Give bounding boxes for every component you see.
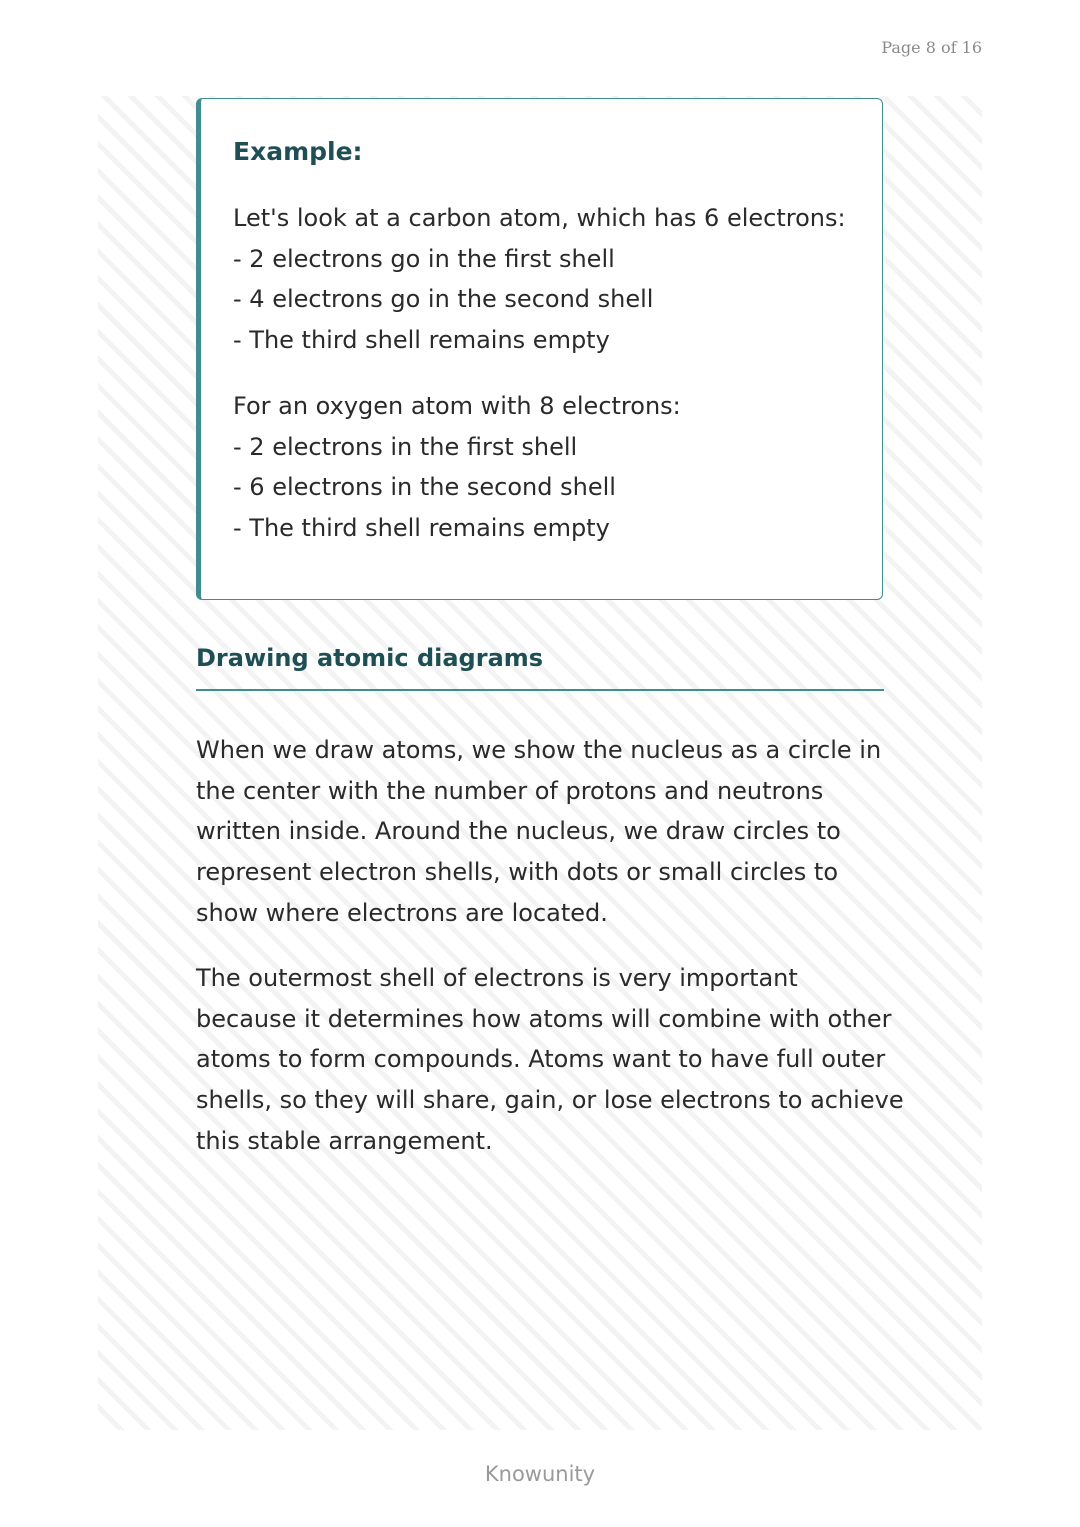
body-line: this stable arrangement. bbox=[196, 1126, 493, 1155]
body-line: the center with the number of protons and neutrons bbox=[196, 776, 824, 805]
body-paragraph-outermost-shell bbox=[196, 958, 904, 1162]
example-line: Let's look at a carbon atom, which has 6 electrons: bbox=[233, 204, 846, 232]
body-line: The outermost shell of electrons is very important bbox=[196, 964, 798, 992]
body-paragraph-drawing bbox=[196, 730, 896, 934]
example-box bbox=[196, 98, 883, 600]
example-paragraph-carbon bbox=[233, 198, 862, 361]
body-line: represent electron shells, with dots or small circles to bbox=[196, 858, 839, 887]
body-line: atoms to form compounds. Atoms want to have full outer bbox=[196, 1045, 886, 1074]
footer-brand: Knowunity bbox=[484, 1462, 596, 1486]
example-line: - The third shell remains empty bbox=[233, 326, 610, 355]
example-line: - 4 electrons go in the second shell bbox=[233, 285, 654, 314]
body-line: shells, so they will share, gain, or lose electrons to achieve bbox=[196, 1086, 904, 1115]
body-line: because it determines how atoms will combine with other bbox=[196, 1004, 892, 1033]
section-divider bbox=[196, 689, 884, 691]
example-line: - 2 electrons in the first shell bbox=[233, 432, 578, 461]
example-title: Example: bbox=[233, 137, 363, 166]
body-line: show where electrons are located. bbox=[196, 898, 608, 927]
body-line: written inside. Around the nucleus, we draw circles to bbox=[196, 817, 841, 846]
section-heading: Drawing atomic diagrams bbox=[196, 644, 544, 672]
example-line: - 6 electrons in the second shell bbox=[233, 473, 616, 502]
body-line: When we draw atoms, we show the nucleus as a circle in bbox=[196, 736, 882, 764]
example-line: - The third shell remains empty bbox=[233, 513, 610, 542]
example-line: - 2 electrons go in the first shell bbox=[233, 244, 615, 273]
page-number: Page 8 of 16 bbox=[881, 38, 982, 57]
example-paragraph-oxygen bbox=[233, 386, 862, 549]
example-line: For an oxygen atom with 8 electrons: bbox=[233, 391, 681, 420]
